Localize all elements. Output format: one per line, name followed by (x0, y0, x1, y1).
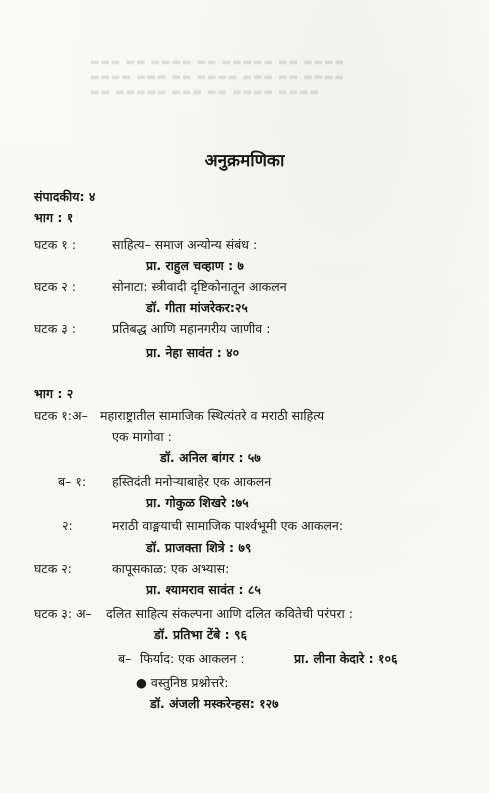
p2-unit-2-title: कापूसकाळ: एक अभ्यास: (112, 561, 230, 576)
p2-unit-1a-title: महाराष्ट्रातील सामाजिक स्थित्यंतरे व मराठी साहित्य (100, 408, 325, 423)
p1-unit-1-label: घटक १ : (34, 237, 76, 252)
bleed-through-texture: ▬▬▬ ▬▬ ▬▬▬▬ ▬▬ ▬▬▬▬▬ ▬▬ ▬▬▬▬ ▬▬▬▬ ▬▬▬ ▬▬ ▬▬▬▬ ▬▬▬ ▬▬ ▬▬▬▬ ▬▬ ▬▬▬▬▬ ▬▬▬ ▬▬ ▬▬▬▬ ▬▬▬▬ (90, 57, 345, 98)
p1-unit-1-title: साहित्य– समाज अन्योन्य संबंध : (112, 237, 258, 252)
p2-unit-3b-label: ब– (118, 651, 132, 666)
p1-unit-3-label: घटक ३ : (34, 321, 76, 336)
p1-unit-2-author: डॉ. गीता मांजरेकर:२५ (146, 300, 248, 315)
p2-unit-1a-title-cont: एक मागोवा : (112, 429, 172, 444)
p2-unit-1b2-label: २: (62, 518, 73, 533)
p2-unit-2-author: प्रा. श्यामराव सावंत : ८५ (146, 582, 261, 597)
p2-unit-2-label: घटक २: (34, 561, 72, 576)
p2-unit-3a-title: दलित साहित्य संकल्पना आणि दलित कवितेची परंपरा : (106, 606, 353, 621)
p2-unit-3a-label: घटक ३: अ– (34, 606, 92, 621)
objective-qa-title: ● वस्तुनिष्ठ प्रश्नोत्तरे: (136, 675, 229, 690)
part-1-heading: भाग : १ (34, 210, 74, 225)
p2-unit-1a-author: डॉ. अनिल बांगर : ५७ (160, 450, 261, 465)
page-title: अनुक्रमणिका (204, 151, 285, 171)
p2-unit-1b2-title: मराठी वाङ्मयाची सामाजिक पार्श्वभूमी एक आकलन: (112, 518, 344, 533)
p2-unit-1b2-author: डॉ. प्राजक्ता शित्रे : ७९ (146, 540, 252, 555)
p1-unit-1-author: प्रा. राहुल चव्हाण : ७ (146, 258, 244, 273)
p2-unit-1b-author: प्रा. गोकुळ शिखरे :७५ (146, 495, 249, 510)
p1-unit-3-title: प्रतिबद्ध आणि महानगरीय जाणीव : (112, 321, 271, 336)
p2-unit-1a-label: घटक १:अ– (34, 408, 88, 423)
p1-unit-2-title: सोनाटा: स्त्रीवादी दृष्टिकोनातून आकलन (112, 279, 287, 294)
p1-unit-2-label: घटक २ : (34, 279, 76, 294)
p2-unit-3a-author: डॉ. प्रतिभा टेंबे : ९६ (154, 627, 248, 642)
p2-unit-3b-title: फिर्याद: एक आकलन : (140, 651, 245, 666)
p2-unit-1b-title: हस्तिदंती मनोऱ्याबाहेर एक आकलन (112, 474, 272, 489)
part-2-heading: भाग : २ (34, 386, 74, 401)
p2-unit-3b-author: प्रा. लीना केदारे : १०६ (294, 651, 398, 666)
p2-unit-1b-label: ब– १: (58, 474, 87, 489)
editorial-entry: संपादकीय: ४ (34, 189, 96, 204)
p1-unit-3-author: प्रा. नेहा सावंत : ४० (146, 345, 240, 360)
objective-qa-author: डॉ. अंजली मस्करेन्हस: १२७ (150, 696, 279, 711)
